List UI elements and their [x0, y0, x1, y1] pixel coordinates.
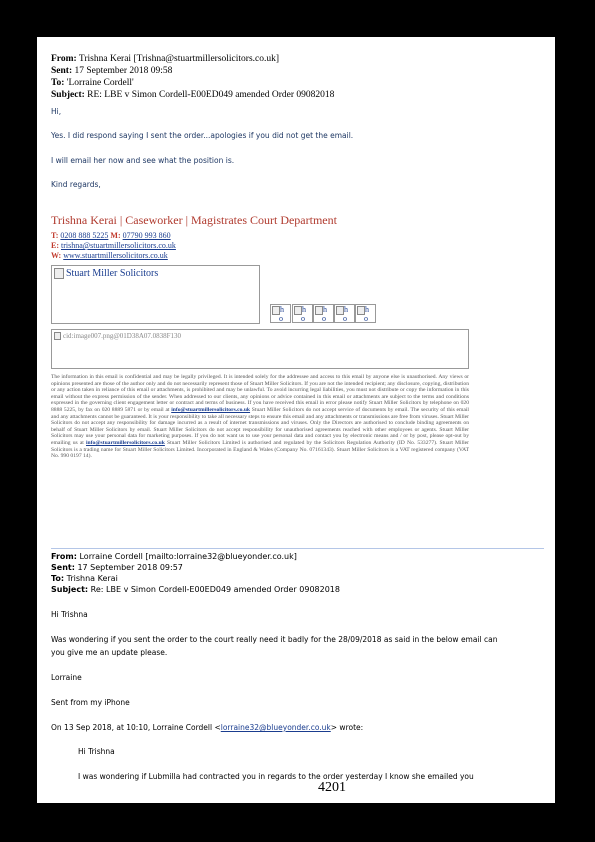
email1-sent-value: 17 September 2018 09:58: [74, 66, 173, 76]
phone-link[interactable]: 0208 888 5225: [60, 231, 109, 240]
email2-to-value: Trishna Kerai: [66, 574, 118, 583]
signature-web-line: W: www.stuartmillersolicitors.co.uk: [51, 251, 168, 260]
email1-to-line: To: 'Lorraine Cordell': [51, 78, 134, 88]
disclaimer-email-link-2[interactable]: info@stuartmillersolicitors.co.uk: [86, 439, 165, 446]
email1-body-line2: I will email her now and see what the position is.: [51, 156, 235, 165]
email2-body-line2: you give me an update please.: [51, 648, 168, 657]
email1-from-line: From: Trishna Kerai [Trishna@stuartmillersolicitors.co.uk]: [51, 54, 280, 64]
legal-disclaimer: The information in this email is confidential and may be legally privileged. It is intended solely for the addressee and access to this email by anyone else is unauthorised. Any views or opinions presented are those of the author only and do not necessarily represent those of Stuart Miller Solicitors. If you are not the intended recipient; any disclosure, copying, distribution or any action taken in reliance of this email or attachments, is prohibited and may be unlawful. To avoid incurring legal liabilities, you must not distribute or copy the information in this email without the express permission of the sender. When addressed to our clients, any opinions or advice contained in this email or attachments are subject to the terms and conditions expressed in the governing client engagement letter or contract and terms of business. If you have received this email in error please notify Stuart Miller Solicitors by telephone on 020 8888 5225, by fax on 020 8889 5871 or by email at info@stuartmillersolicitors.co.uk Stuart Miller Solicitors do not accept service of documents by email. The security of this email and any attachments cannot be guaranteed. It is your responsibility to take all necessary steps to ensure this email and any attachments or transmissions are free from viruses. Stuart Miller Solicitors do not accept any responsibility for damage incurred as a result of internet transmissions and viruses. Only the Directors are authorised to conclude binding agreements on behalf of Stuart Miller Solicitors by email. Stuart Miller Solicitors do not accept responsibility for unauthorised agreements reached with other employees or agents. Stuart Miller Solicitors may use your personal data for marketing purposes. If you do not want us to use your personal data and contact you by electronic means and / or by post, please opt-out by emailing us at info@stuartmillersolicitors.co.uk Stuart Miller Solicitors Limited is authorised and regulated by the Solicitors Regulation Authority (ID No. 533277). Stuart Miller Solicitors is a trading name for Stuart Miller Solicitors Limited. Incorporated in England & Wales (Company No. 07161343). Stuart Miller Solicitors is a VAT registered company (VAT No. 990 0197 14).: [51, 374, 470, 460]
quoted-email-header: On 13 Sep 2018, at 10:10, Lorraine Cordell <lorraine32@blueyonder.co.uk> wrote:: [51, 723, 364, 732]
banner-image[interactable]: [51, 329, 469, 369]
email1-to-value: 'Lorraine Cordell': [66, 78, 134, 88]
email1-greeting: Hi,: [51, 107, 62, 116]
email2-sent-line: Sent: 17 September 2018 09:57: [51, 563, 183, 572]
document-page: [37, 37, 555, 803]
email2-to-line: To: Trishna Kerai: [51, 574, 118, 583]
email1-sent-line: Sent: 17 September 2018 09:58: [51, 66, 173, 76]
logo-alt-text: Stuart Miller Solicitors: [66, 268, 159, 279]
email1-closing: Kind regards,: [51, 180, 101, 189]
quoted-greeting: Hi Trishna: [78, 747, 115, 756]
signature-email-line: E: trishna@stuartmillersolicitors.co.uk: [51, 241, 176, 250]
email2-from-line: From: Lorraine Cordell [mailto:lorraine32@blueyonder.co.uk]: [51, 552, 297, 561]
social-icon-2[interactable]: h o: [292, 304, 313, 323]
email2-sent-from: Sent from my iPhone: [51, 698, 130, 707]
email-divider: [51, 548, 544, 549]
page-number: 4201: [318, 780, 346, 795]
social-icon-1[interactable]: h o: [270, 304, 291, 323]
email2-subject-line: Subject: Re: LBE v Simon Cordell-E00ED049 amended Order 09082018: [51, 585, 340, 594]
signature-phone-line: T: 0208 888 5225 M: 07790 993 860: [51, 231, 171, 240]
social-icon-3[interactable]: h o: [313, 304, 334, 323]
disclaimer-email-link-1[interactable]: info@stuartmillersolicitors.co.uk: [171, 406, 251, 413]
mobile-link[interactable]: 07790 993 860: [122, 231, 171, 240]
email1-from-value: Trishna Kerai [Trishna@stuartmillersolicitors.co.uk]: [78, 54, 280, 64]
social-icon-4[interactable]: h o: [334, 304, 355, 323]
quoted-body-line1: I was wondering if Lubmilla had contracted you in regards to the order yesterday I know she emailed you: [78, 772, 474, 781]
signature-name-line: Trishna Kerai | Caseworker | Magistrates Court Department: [51, 213, 337, 227]
broken-image-icon: [54, 332, 61, 340]
social-icon-5[interactable]: h o: [355, 304, 376, 323]
email2-greeting: Hi Trishna: [51, 610, 88, 619]
email1-body-line1: Yes. I did respond saying I sent the order...apologies if you did not get the email.: [51, 131, 354, 140]
email2-sent-value: 17 September 2018 09:57: [77, 563, 183, 572]
banner-alt-text: cid:image007.png@01D38A07.0838F130: [63, 332, 182, 340]
broken-image-icon: [54, 268, 64, 279]
email2-from-value: Lorraine Cordell [mailto:lorraine32@blueyonder.co.uk]: [79, 552, 297, 561]
email1-subject-value: RE: LBE v Simon Cordell-E00ED049 amended Order 09082018: [87, 90, 335, 100]
email1-subject-line: Subject: RE: LBE v Simon Cordell-E00ED049 amended Order 09082018: [51, 90, 335, 100]
signature-email-link[interactable]: trishna@stuartmillersolicitors.co.uk: [61, 241, 176, 250]
website-link[interactable]: www.stuartmillersolicitors.co.uk: [63, 251, 168, 260]
email2-body-line1: Was wondering if you sent the order to the court really need it badly for the 28/09/2018 as said in the below email can: [51, 635, 498, 644]
email2-signoff: Lorraine: [51, 673, 82, 682]
email2-subject-value: Re: LBE v Simon Cordell-E00ED049 amended Order 09082018: [90, 585, 340, 594]
quoted-sender-email-link[interactable]: lorraine32@blueyonder.co.uk: [220, 723, 331, 732]
company-logo-image[interactable]: [51, 265, 260, 324]
